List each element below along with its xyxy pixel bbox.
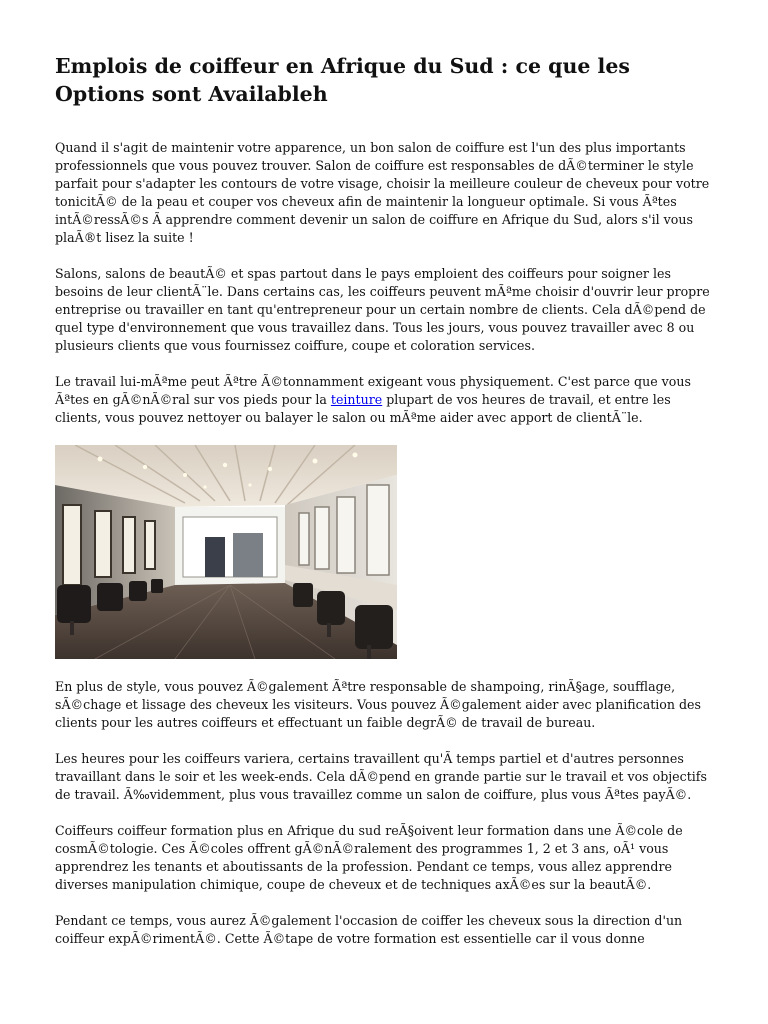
paragraph-intro: Quand il s'agit de maintenir votre apparence, un bon salon de coiffure est l'un des plus importants professionnels que vous pouvez trouver. Salon de coiffure est responsables de dÃ©terminer le style parfait pour s'adapter les contours de votre visage, choisir la meilleure couleur de cheveux pour votre tonicitÃ© de la peau et couper vos cheveux afin de maintenir la longueur optimale. Si vous Ãªtes intÃ©ressÃ©s Ã apprendre comment devenir un salon de coiffure en Afrique du Sud, alors s'il vous plaÃ®t lisez la suite !: [55, 140, 710, 245]
paragraph-hours: Les heures pour les coiffeurs variera, certains travaillent qu'Ã temps partiel et d'autres personnes travaillant dans le soir et les week-ends. Cela dÃ©pend en grande partie sur le travail et vos objectifs de travail. Ã‰videmment, plus vous travaillez comme un salon de coiffure, plus vous Ãªtes payÃ©.: [55, 751, 707, 802]
paragraph-training: Coiffeurs coiffeur formation plus en Afrique du sud reÃ§oivent leur formation dans une Ã©cole de cosmÃ©tologie. Ces Ã©coles offrent gÃ©nÃ©ralement des programmes 1, 2 et 3 ans, oÃ¹ vous apprendrez les tenants et aboutissants de la profession. Pendant ce temps, vous allez apprendre diverses manipulation chimique, coupe de cheveux et de techniques axÃ©es sur la beautÃ©.: [55, 823, 683, 892]
paragraph-salons: Salons, salons de beautÃ© et spas partout dans le pays emploient des coiffeurs pour soigner les besoins de leur clientÃ¨le. Dans certains cas, les coiffeurs peuvent mÃªme choisir d'ouvrir leur propre entreprise ou travailler en tant qu'entrepreneur pour un certain nombre de clients. Cela dÃ©pend de quel type d'environnement que vous travaillez dans. Tous les jours, vous pouvez travailler avec 8 ou plusieurs clients que vous fournissez coiffure, coupe et coloration services.: [55, 266, 710, 353]
paragraph-work: [55, 373, 715, 427]
paragraph-style: En plus de style, vous pouvez Ã©galement Ãªtre responsable de shampoing, rinÃ§age, soufflage, sÃ©chage et lissage des cheveux les visiteurs. Vous pouvez Ã©galement aider avec planification des clients pour les autres coiffeurs et effectuant un faible degrÃ© de travail de bureau.: [55, 679, 701, 730]
paragraph-work-text-after: plupart de vos heures de travail, et entre les clients, vous pouvez nettoyer ou balayer le salon ou mÃªme aider avec apport de clientÃ¨le.: [55, 392, 671, 425]
document-page: [55, 52, 715, 948]
paragraph-work-text-before: Le travail lui-mÃªme peut Ãªtre Ã©tonnamment exigeant vous physiquement. C'est parce que vous Ãªtes en gÃ©nÃ©ral sur vos pieds pour la: [55, 374, 691, 407]
salon-photo: [55, 445, 397, 659]
page-title: Emplois de coiffeur en Afrique du Sud : ce que les Options sont Availableh: [55, 54, 630, 106]
paragraph-experience: Pendant ce temps, vous aurez Ã©galement l'occasion de coiffer les cheveux sous la direction d'un coiffeur expÃ©rimentÃ©. Cette Ã©tape de votre formation est essentielle car il vous donne: [55, 913, 683, 946]
teinture-link[interactable]: teinture: [330, 392, 383, 407]
